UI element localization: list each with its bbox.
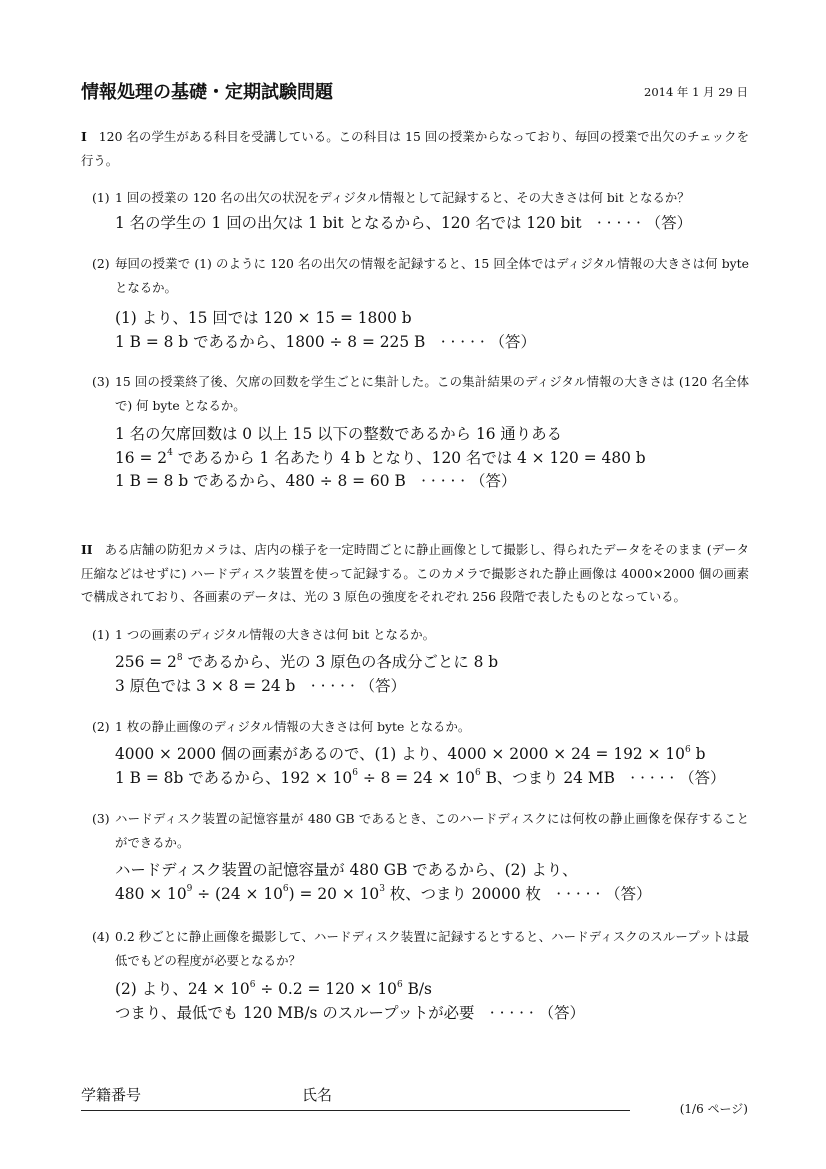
answer-line: $256 = 2^8$ であるから、光の 3 原色の各成分ごとに 8 b — [115, 652, 499, 671]
answer-line: 4000 × 2000 個の画素があるので、(1) より、$4000 \times 2000 \times 24 = 192 \times 10^6$ b — [115, 744, 706, 763]
answer-2-2 — [115, 743, 755, 790]
question-1-3 — [92, 370, 749, 417]
question-text: 1 枚の静止画像のディジタル情報の大きさは何 byte となるか。 — [115, 719, 471, 734]
question-text: 1 つの画素のディジタル情報の大きさは何 bit となるか。 — [115, 627, 436, 642]
question-2-3 — [92, 807, 749, 854]
answer-1-1 — [115, 212, 755, 236]
footer-underline — [81, 1110, 630, 1111]
answer-2-3 — [115, 859, 755, 906]
name-label: 氏名 — [302, 1086, 333, 1104]
answer-line: 1 B = 8b であるから、$192 \times 10^6 \div 8 = 24 \times 10^6$ B、つまり 24 MB · · · · · （答） — [115, 768, 726, 787]
question-number: (3) — [92, 374, 110, 389]
answer-2-1 — [115, 651, 755, 698]
student-id-label: 学籍番号 — [81, 1086, 142, 1104]
question-number: (1) — [92, 190, 110, 205]
question-text: 15 回の授業終了後、欠席の回数を学生ごとに集計した。この集計結果のディジタル情報の大きさは (120 名全体で) 何 byte となるか。 — [115, 374, 749, 413]
section-2-number: II — [81, 542, 93, 557]
exam-title: 情報処理の基礎・定期試験問題 — [81, 82, 333, 103]
question-number: (2) — [92, 256, 110, 271]
section-2-text: ある店舗の防犯カメラは、店内の様子を一定時間ごとに静止画像として撮影し、得られたデータをそのまま (データ圧縮などはせずに) ハードディスク装置を使って記録する。このカメラで撮影された静止画像は 4000×2000 個の画素で構成されており、各画素のデータは、光の 3 原色の強度をそれぞれ 256 段階で表したものとなっている。 — [81, 542, 749, 604]
question-2-4 — [92, 925, 749, 972]
answer-line: つまり、最低でも 120 MB/s のスループットが必要 · · · · · （答） — [115, 1003, 585, 1022]
section-1-number: I — [81, 129, 87, 144]
section-2-intro — [81, 538, 749, 609]
question-number: (2) — [92, 719, 110, 734]
answer-line: 1 名の欠席回数は 0 以上 15 以下の整数であるから 16 通りある — [115, 425, 562, 443]
answer-line: 1 名の学生の 1 回の出欠は 1 bit となるから、120 名では 120 bit · · · · · （答） — [115, 214, 692, 232]
answer-line: (2) より、$24 \times 10^6 \div 0.2 = 120 \times 10^6$ B/s — [115, 979, 432, 998]
question-2-1 — [92, 623, 749, 647]
section-1-intro — [81, 125, 749, 172]
answer-line: $480 \times 10^9 \div (24 \times 10^6) = 20 \times 10^3$ 枚、つまり 20000 枚 · · · · · （答） — [115, 884, 652, 903]
question-2-2 — [92, 715, 749, 739]
question-text: 0.2 秒ごとに静止画像を撮影して、ハードディスク装置に記録するとすると、ハードディスクのスループットは最低でもどの程度が必要となるか？ — [115, 929, 749, 968]
answer-line: 1 B = 8 b であるから、1800 ÷ 8 = 225 B · · · · · （答） — [115, 332, 536, 351]
answer-2-4 — [115, 978, 755, 1025]
page-number: (1/6 ページ) — [679, 1102, 748, 1116]
question-text: 1 回の授業の 120 名の出欠の状況をディジタル情報として記録すると、その大きさは何 bit となるか？ — [115, 190, 690, 205]
section-1-text: 120 名の学生がある科目を受講している。この科目は 15 回の授業からなっており、毎回の授業で出欠のチェックを行う。 — [81, 129, 749, 168]
question-number: (4) — [92, 929, 110, 944]
answer-line: 1 B = 8 b であるから、480 ÷ 8 = 60 B · · · · · （答） — [115, 472, 517, 490]
answer-line: ハードディスク装置の記憶容量が 480 GB であるから、(2) より、 — [115, 861, 578, 879]
answer-1-2 — [115, 307, 755, 354]
exam-date: 2014 年 1 月 29 日 — [644, 85, 748, 99]
answer-1-3 — [115, 423, 755, 494]
question-number: (1) — [92, 627, 110, 642]
question-1-1 — [92, 186, 749, 210]
question-number: (3) — [92, 811, 110, 826]
question-text: ハードディスク装置の記憶容量が 480 GB であるとき、このハードディスクには何枚の静止画像を保存することができるか。 — [115, 811, 749, 850]
answer-line: (1) より、15 回では 120 × 15 = 1800 b — [115, 309, 412, 327]
answer-line: 3 原色では 3 × 8 = 24 b · · · · · （答） — [115, 676, 406, 695]
answer-line: $16 = 2^4$ であるから 1 名あたり 4 b となり、120 名では 4 × 120 = 480 b — [115, 448, 646, 467]
question-text: 毎回の授業で (1) のように 120 名の出欠の情報を記録すると、15 回全体ではディジタル情報の大きさは何 byte となるか。 — [115, 256, 749, 295]
question-1-2 — [92, 252, 749, 299]
